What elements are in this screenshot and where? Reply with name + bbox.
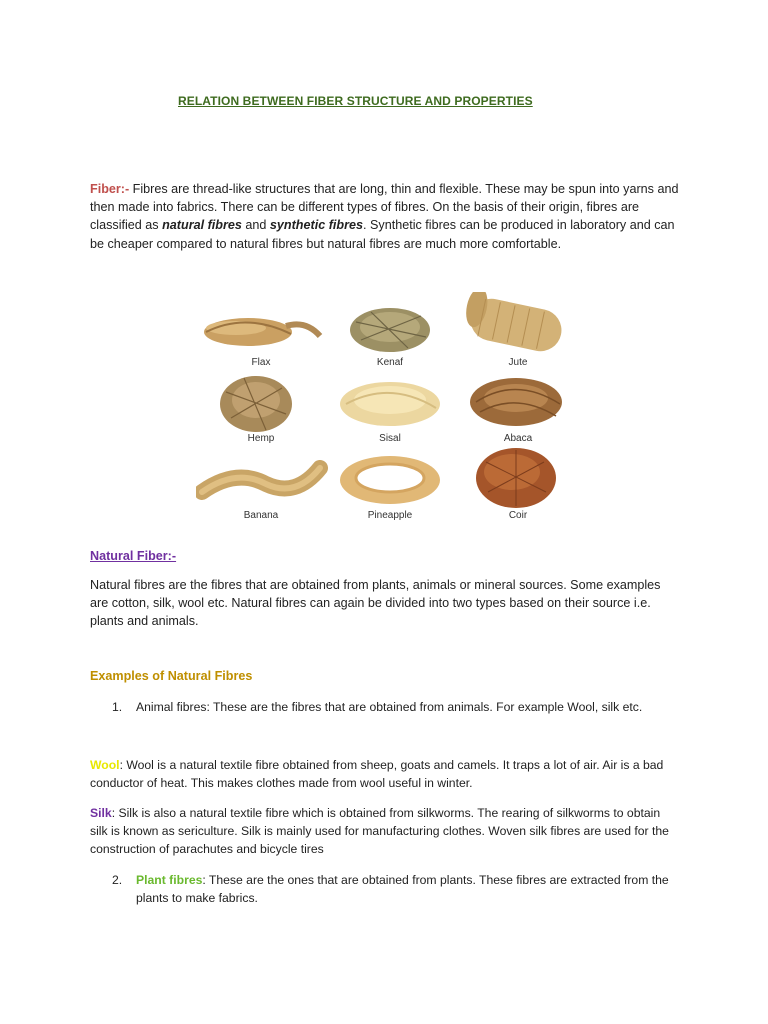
plant-fibres-text: : These are the ones that are obtained from plants. These fibres are extracted from the plants to make fabrics. [136, 873, 669, 906]
silk-paragraph [90, 804, 680, 859]
coir-label: Coir [508, 510, 528, 521]
fiber-samples-figure [196, 292, 582, 524]
kenaf-label: Kenaf [376, 357, 404, 368]
wool-label: Wool [90, 758, 120, 772]
abaca-label: Abaca [503, 433, 533, 444]
page-title: RELATION BETWEEN FIBER STRUCTURE AND PROPERTIES [178, 94, 533, 108]
kenaf-sample-image [350, 308, 430, 352]
flax-sample-image [204, 318, 320, 346]
list-number-1: 1. [112, 700, 123, 714]
silk-text: : Silk is also a natural textile fibre which is obtained from silkworms. The rearing of silkworms to obtain silk is known as sericulture. Silk is mainly used for manufacturing clothes. Woven silk fibres are used for the construction of parachutes and bicycle tires [90, 806, 669, 857]
pineapple-sample-image [340, 456, 440, 504]
pineapple-label: Pineapple [367, 510, 413, 521]
sisal-sample-image [340, 382, 440, 426]
plant-fibres-item [136, 871, 676, 907]
flax-label: Flax [251, 357, 271, 368]
animal-fibres-text: Animal fibres: These are the fibres that are obtained from animals. For example Wool, silk etc. [136, 700, 643, 714]
silk-label: Silk [90, 806, 112, 820]
natural-fibres-term: natural fibres [162, 218, 242, 233]
natural-fiber-heading: Natural Fiber:- [90, 549, 177, 563]
jute-label: Jute [508, 357, 528, 368]
synthetic-fibres-term: synthetic fibres [269, 218, 363, 233]
list-item-plant-fibres [90, 871, 690, 911]
intro-paragraph [90, 180, 680, 253]
hemp-sample-image [220, 376, 292, 432]
plant-fibres-label: Plant fibres [136, 873, 203, 887]
banana-sample-image [202, 468, 320, 492]
wool-text: : Wool is a natural textile fibre obtained from sheep, goats and camels. It traps a lot of air. Air is a bad conductor of heat. This makes clothes made from wool useful in winter. [90, 758, 664, 791]
list-number-2: 2. [112, 873, 123, 887]
intro-and: and [241, 218, 270, 233]
examples-heading: Examples of Natural Fibres [90, 669, 253, 683]
intro-text-1: Fibres are thread-like structures that are long, thin and flexible. These may be spun into yarns and then made into fabrics. There can be different types of fibres. On the basis of their origin, fibres are classified as [90, 182, 679, 233]
jute-sample-image [463, 292, 566, 355]
fiber-samples-illustration [196, 292, 582, 524]
coir-sample-image [476, 448, 556, 508]
natural-fiber-paragraph: Natural fibres are the fibres that are obtained from plants, animals or mineral sources. Some examples are cotton, silk, wool etc. Natural fibres can again be divided into two types based on their source i.e. plants and animals. [90, 578, 661, 629]
intro-text-2: . Synthetic fibres can be produced in laboratory and can be cheaper compared to natural fibres but natural fibres are much more comfortable. [90, 218, 675, 251]
list-item-animal-fibres [90, 698, 690, 718]
banana-label: Banana [243, 510, 279, 521]
hemp-label: Hemp [247, 433, 275, 444]
abaca-sample-image [470, 378, 562, 426]
sisal-label: Sisal [379, 433, 401, 444]
fiber-label: Fiber:- [90, 182, 130, 196]
wool-paragraph [90, 756, 680, 792]
